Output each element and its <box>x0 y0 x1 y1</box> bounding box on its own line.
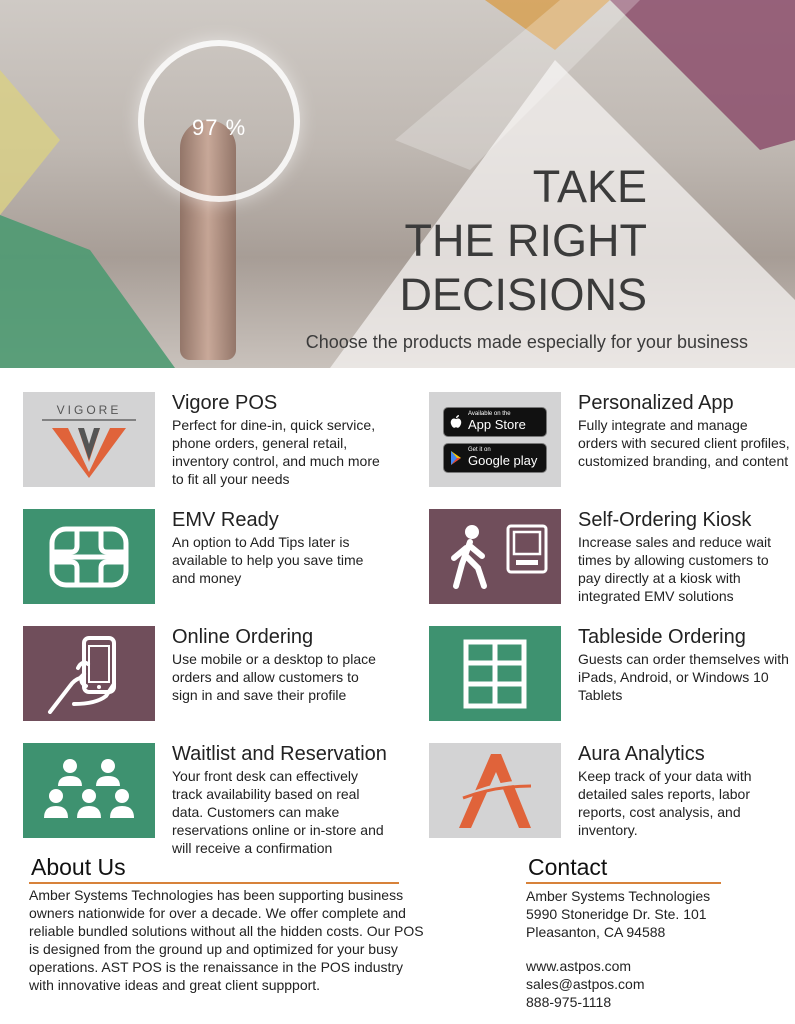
app-store-badge[interactable] <box>443 407 547 437</box>
feature-self-ordering-kiosk <box>429 509 795 609</box>
vigore-logo-text: VIGORE <box>56 402 122 417</box>
contact-divider <box>526 882 721 884</box>
app-badges-tile <box>429 392 561 487</box>
feature-description: Your front desk can effectively track availability based on real data. Customers can make reservations online or in-store and will receive a confirmation <box>172 768 384 856</box>
kiosk-tile <box>429 509 561 604</box>
aura-logo-icon <box>455 752 535 830</box>
about-divider <box>29 882 399 884</box>
feature-title: Waitlist and Reservation <box>172 743 387 765</box>
feature-title: EMV Ready <box>172 509 279 531</box>
aura-logo-tile <box>429 743 561 838</box>
google-play-badge[interactable] <box>443 443 547 473</box>
feature-title: Aura Analytics <box>578 743 705 765</box>
feature-personalized-app <box>429 392 795 492</box>
contact-title: Contact <box>528 854 608 880</box>
feature-title: Online Ordering <box>172 626 314 648</box>
people-group-icon <box>44 756 134 826</box>
vigore-logo-tile <box>23 392 155 487</box>
online-ordering-tile <box>23 626 155 721</box>
feature-title: Vigore POS <box>172 392 278 414</box>
feature-aura-analytics <box>429 743 795 843</box>
google-play-small: Get it on <box>468 447 491 453</box>
feature-description: Keep track of your data with detailed sales reports, labor reports, cost analysis, and inventory. <box>578 768 752 838</box>
feature-tableside-ordering <box>429 626 795 726</box>
feature-description: Use mobile or a desktop to place orders and allow customers to sign in and save their profile <box>172 651 376 703</box>
hand-phone-icon <box>44 634 134 714</box>
app-store-big: App Store <box>468 417 526 432</box>
headline <box>399 160 647 322</box>
contact-address-line-2: Pleasanton, CA 94588 <box>526 924 666 940</box>
google-play-big: Google play <box>468 453 538 468</box>
grid-table-icon <box>463 639 527 709</box>
kiosk-walker-icon <box>440 522 550 592</box>
feature-vigore-pos <box>23 392 403 492</box>
contact-address-line-1: 5990 Stoneridge Dr. Ste. 101 <box>526 906 707 922</box>
feature-waitlist-reservation <box>23 743 403 856</box>
tableside-tile <box>429 626 561 721</box>
apple-icon <box>450 415 462 429</box>
google-play-icon <box>450 451 462 465</box>
headline-line-3: DECISIONS <box>399 269 647 320</box>
feature-description: An option to Add Tips later is available to help you save time and money <box>172 534 364 586</box>
contact-email-link[interactable]: sales@astpos.com <box>526 976 645 992</box>
emv-chip-icon <box>49 526 129 588</box>
feature-description: Guests can order themselves with iPads, Android, or Windows 10 Tablets <box>578 651 789 703</box>
emv-tile <box>23 509 155 604</box>
vigore-logo-icon <box>34 400 144 480</box>
contact-company: Amber Systems Technologies <box>526 888 711 904</box>
about-text: Amber Systems Technologies has been supporting business owners nationwide for over a decade. We offer complete and reliable bundled solutions without all the hidden costs. Our POS is designed from the ground up and optimized for your busy operations. AST POS is the renaissance in the POS industry with innovative ideas and great client suppport. <box>29 887 424 993</box>
contact-phone[interactable]: 888-975-1118 <box>526 994 612 1010</box>
contact-website-link[interactable]: www.astpos.com <box>526 958 632 974</box>
feature-description: Perfect for dine-in, quick service, phone orders, general retail, inventory control, and much more to fit all your needs <box>172 417 380 487</box>
headline-line-1: TAKE <box>532 161 647 212</box>
hero-background-shapes <box>0 0 795 368</box>
hero-banner <box>0 0 795 368</box>
subheadline: Choose the products made especially for your business <box>305 332 748 352</box>
feature-description: Fully integrate and manage orders with secured client profiles, customized branding, and content <box>578 417 790 469</box>
feature-title: Tableside Ordering <box>578 626 746 648</box>
feature-emv-ready <box>23 509 403 609</box>
waitlist-tile <box>23 743 155 838</box>
percent-readout: 97 % <box>192 115 247 140</box>
app-store-small: Available on the <box>468 411 511 417</box>
feature-description: Increase sales and reduce wait times by allowing customers to pay directly at a kiosk with integrated EMV solutions <box>578 534 771 604</box>
feature-online-ordering <box>23 626 403 726</box>
feature-title: Personalized App <box>578 392 734 414</box>
about-title: About Us <box>31 854 126 880</box>
feature-title: Self-Ordering Kiosk <box>578 509 752 531</box>
headline-line-2: THE RIGHT <box>404 215 647 266</box>
